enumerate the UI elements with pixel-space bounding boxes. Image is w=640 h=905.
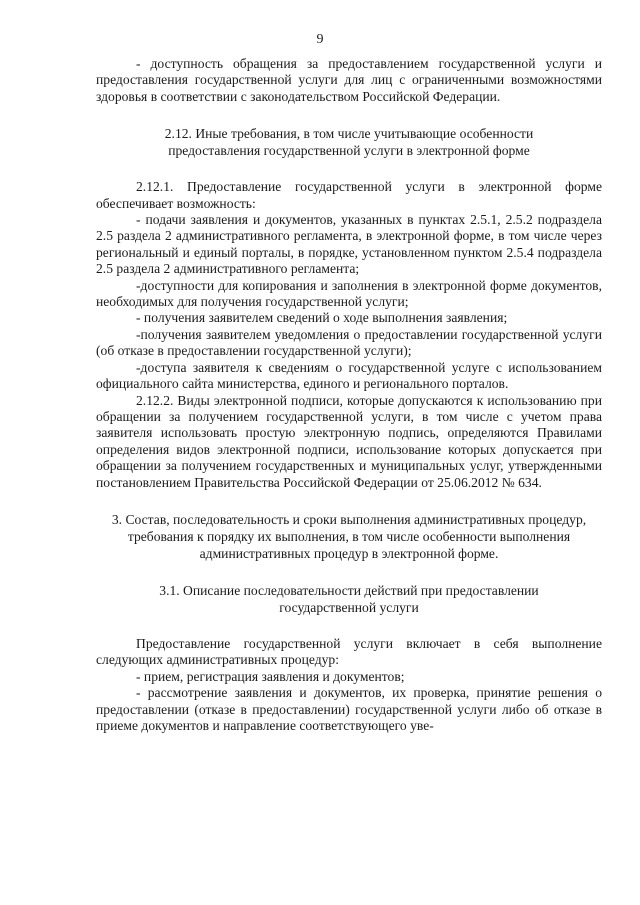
section-heading: 3. Состав, последовательность и сроки выполнения административных процедур, требования к порядку их выполнения, в том числе особенности выполнения административных процедур в электронной форме. (111, 511, 587, 561)
paragraph: 2.12.1. Предоставление государственной услуги в электронной форме обеспечивает возможность: (96, 179, 602, 211)
section-heading: 2.12. Иные требования, в том числе учитывающие особенности предоставления государственной услуги в электронной форме (164, 126, 534, 159)
paragraph: -доступа заявителя к сведениям о государственной услуге с использованием официального сайта министерства, единого и регионального порталов. (96, 359, 602, 392)
subsection-heading: 3.1. Описание последовательности действий при предоставлении государственной услуги (159, 582, 539, 615)
page-content (96, 56, 602, 734)
paragraph: - прием, регистрация заявления и документов; (136, 668, 405, 684)
paragraph: -доступности для копирования и заполнения в электронной форме документов, необходимых для получения государственной услуги; (96, 277, 602, 310)
paragraph: - доступность обращения за предоставлением государственной услуги и предоставления государственной услуги для лиц с ограниченными возможностями здоровья в соответствии с законодательством Российской Федерации. (96, 56, 602, 104)
paragraph: Предоставление государственной услуги включает в себя выполнение следующих административных процедур: (96, 635, 602, 668)
paragraph: - подачи заявления и документов, указанных в пунктах 2.5.1, 2.5.2 подраздела 2.5 раздела 2 административного регламента, в электронной форме, в том числе через региональный и единый порталы, в порядке, установленном пунктом 2.5.4 подраздела 2.5 раздела 2 административного регламента; (96, 212, 602, 277)
paragraph: - получения заявителем сведений о ходе выполнения заявления; (136, 310, 508, 326)
paragraph: - рассмотрение заявления и документов, их проверка, принятие решения о предоставлении (отказе в предоставлении) государственной услуги либо об отказе в приеме документов и направление соответствующего уве- (96, 685, 602, 733)
page-number: 9 (316, 32, 324, 47)
paragraph: 2.12.2. Виды электронной подписи, которые допускаются к использованию при обращении за получением государственной услуги, в том числе с учетом права заявителя использовать простую электронную подпись, определяются Правилами определения видов электронной подписи, использование которых допускается при обращении за получением государственных и муниципальных услуг, утвержденными постановлением Правительства Российской Федерации от 25.06.2012 № 634. (96, 392, 602, 490)
paragraph: -получения заявителем уведомления о предоставлении государственной услуги (об отказе в предоставлении государственной услуги); (96, 326, 602, 359)
